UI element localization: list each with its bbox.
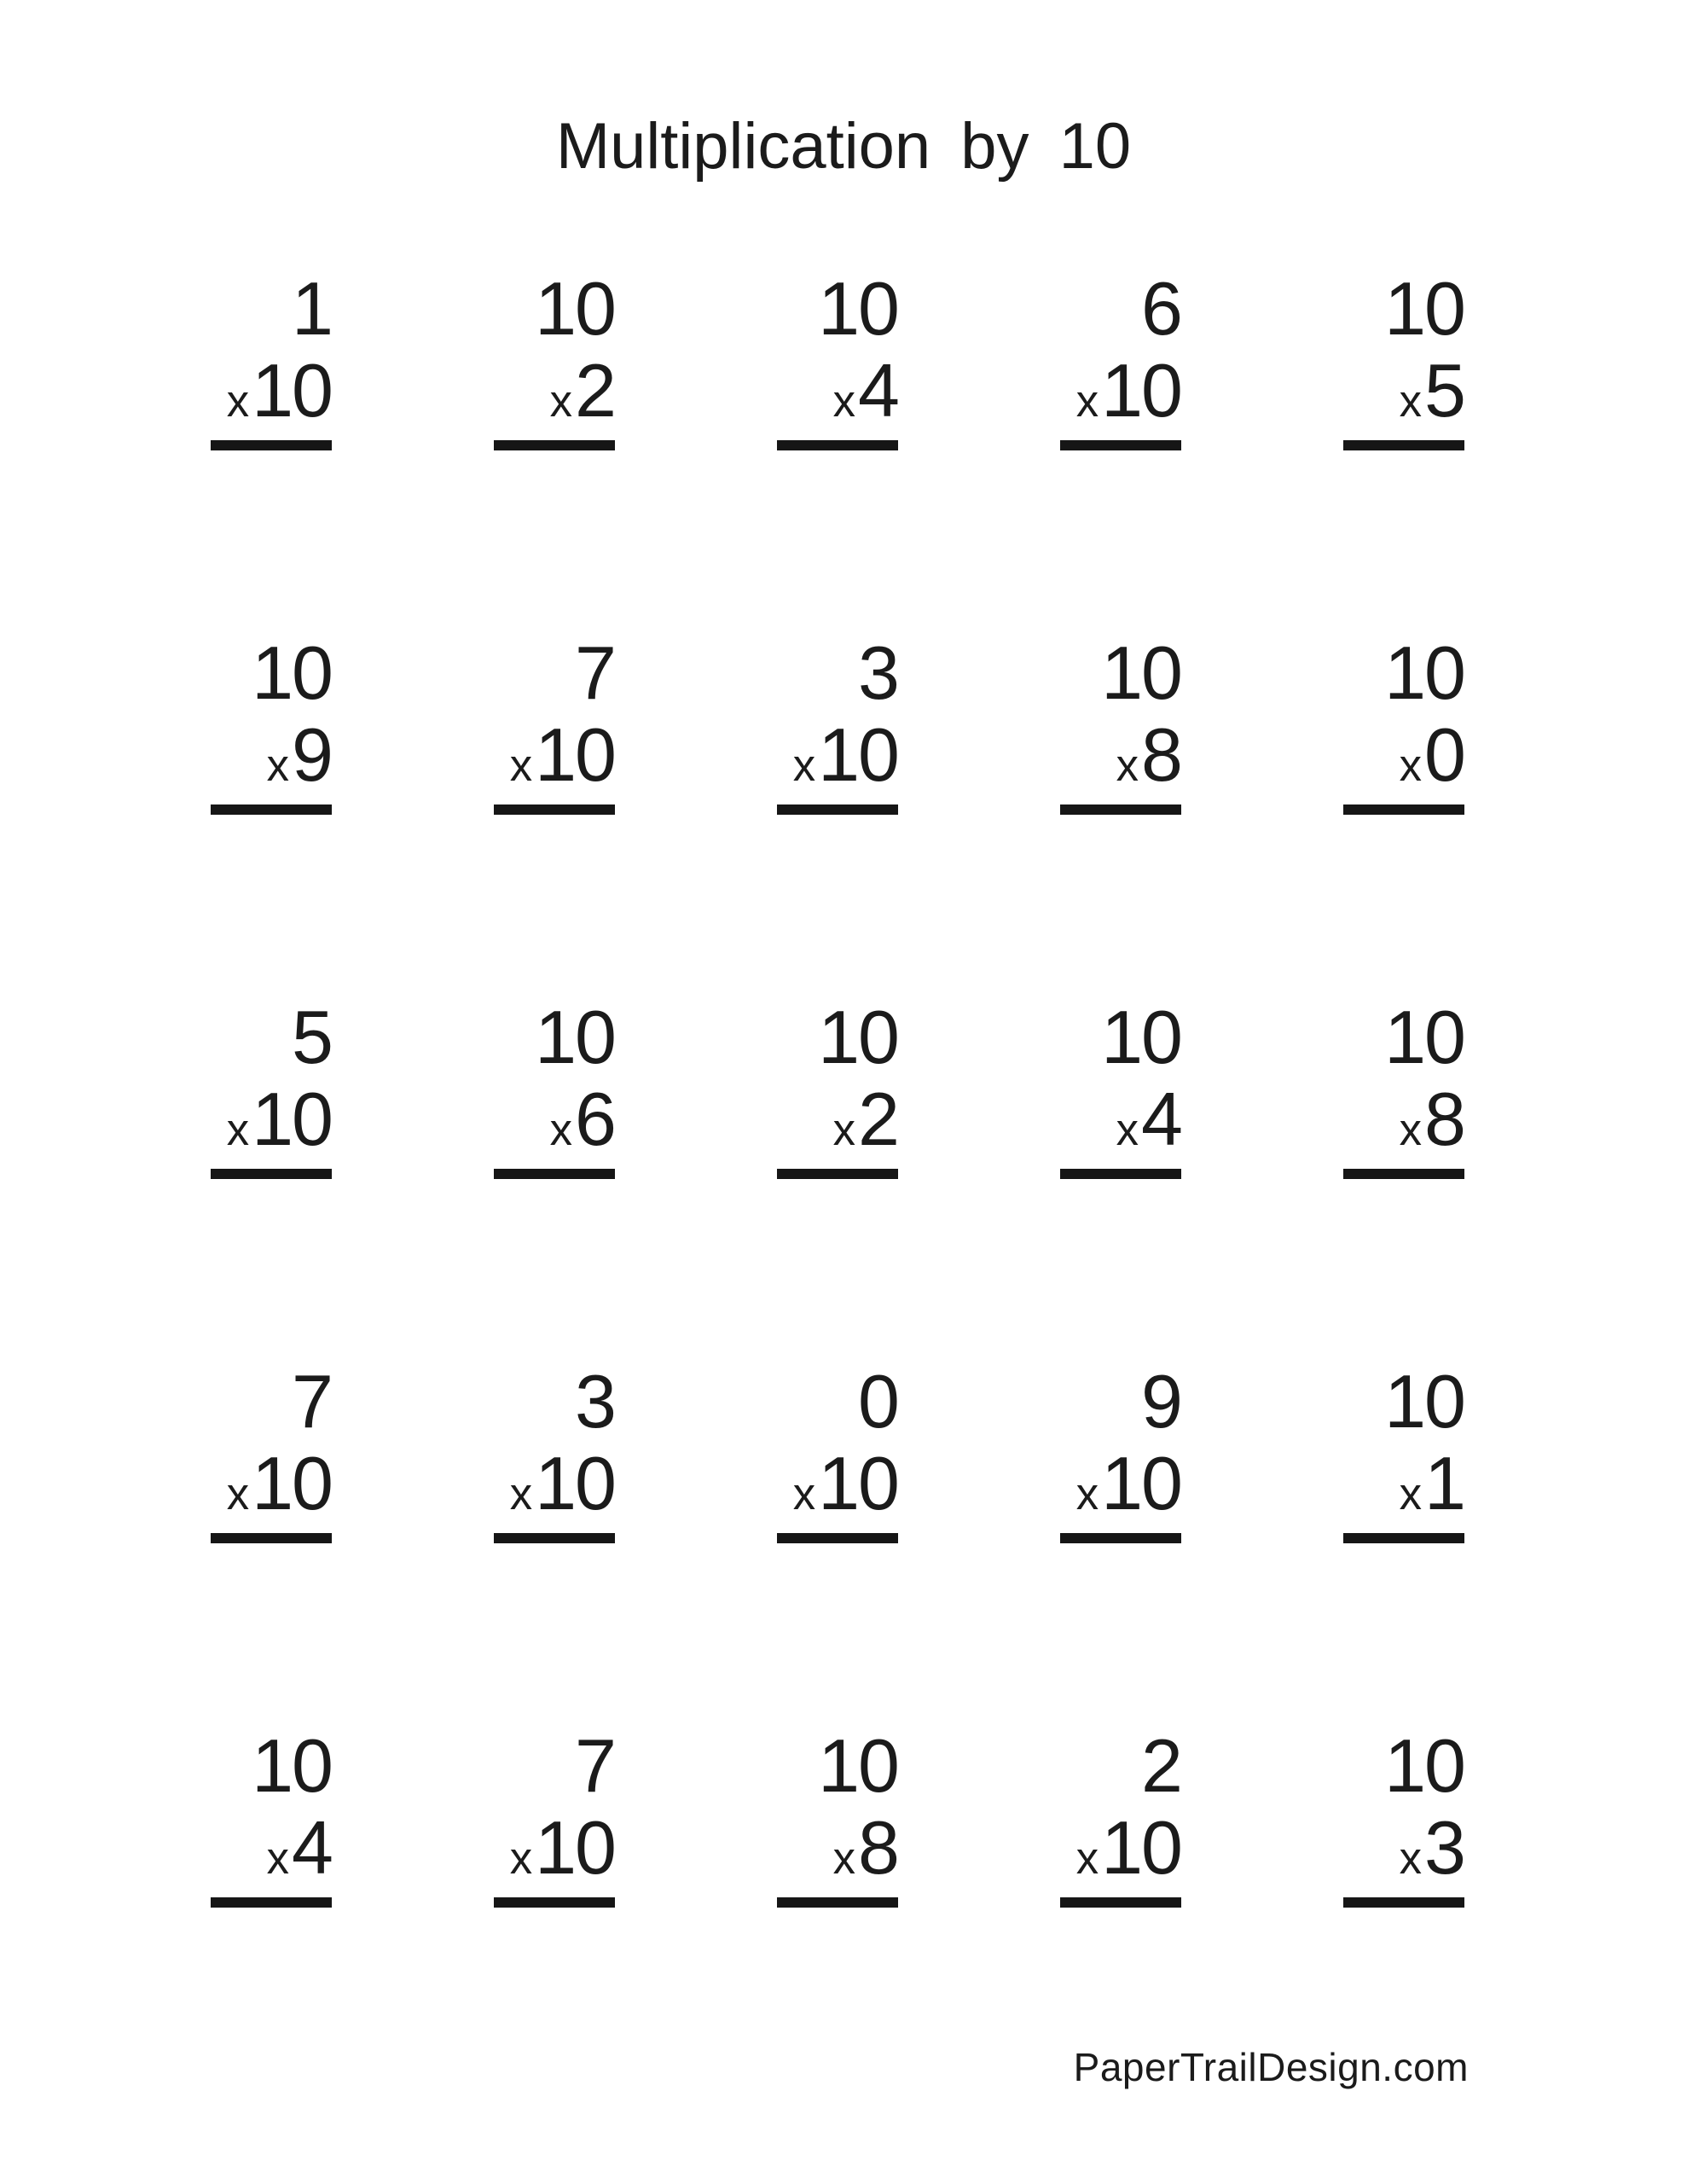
- multiplication-problem: [55, 630, 339, 1000]
- top-operand: 0: [858, 1359, 898, 1443]
- top-operand: 7: [292, 1359, 332, 1443]
- top-operand: 10: [535, 266, 615, 351]
- multiplication-problem: [905, 1723, 1188, 2093]
- bottom-operand-row: [549, 348, 615, 433]
- bottom-operand-row: [549, 1077, 615, 1161]
- answer-line: [494, 1169, 615, 1179]
- answer-line: [777, 1897, 898, 1908]
- multiplication-problem: [905, 995, 1188, 1364]
- bottom-operand-row: [226, 1441, 332, 1525]
- multiplication-problem: [55, 266, 339, 636]
- answer-line: [777, 1533, 898, 1543]
- bottom-operand-row: [832, 1805, 898, 1890]
- bottom-operand: 10: [535, 712, 615, 797]
- answer-line: [494, 440, 615, 450]
- multiply-sign: x: [1075, 1469, 1098, 1520]
- top-operand: 10: [818, 995, 898, 1079]
- bottom-operand: 0: [1424, 712, 1464, 797]
- multiply-sign: x: [832, 1105, 855, 1156]
- multiplication-problem: [55, 1723, 339, 2093]
- multiply-sign: x: [792, 741, 815, 792]
- answer-line: [211, 1897, 332, 1908]
- top-operand: 7: [575, 630, 615, 715]
- problems-grid: [55, 266, 1471, 2093]
- multiply-sign: x: [266, 1833, 288, 1885]
- top-operand: 10: [818, 266, 898, 351]
- bottom-operand: 9: [292, 712, 332, 797]
- answer-line: [494, 1533, 615, 1543]
- top-operand: 10: [1384, 1723, 1464, 1808]
- bottom-operand: 2: [858, 1077, 898, 1161]
- multiply-sign: x: [549, 1105, 571, 1156]
- multiplication-problem: [622, 1359, 905, 1728]
- bottom-operand: 4: [292, 1805, 332, 1890]
- top-operand: 7: [575, 1723, 615, 1808]
- answer-line: [1343, 1169, 1464, 1179]
- multiply-sign: x: [509, 1469, 531, 1520]
- answer-line: [777, 804, 898, 815]
- top-operand: 10: [1384, 1359, 1464, 1443]
- bottom-operand-row: [792, 1441, 898, 1525]
- multiplication-problem: [339, 630, 622, 1000]
- answer-line: [1060, 804, 1181, 815]
- bottom-operand-row: [832, 348, 898, 433]
- bottom-operand-row: [1399, 1441, 1464, 1525]
- multiply-sign: x: [832, 376, 855, 427]
- bottom-operand: 10: [252, 348, 332, 433]
- answer-line: [1060, 1533, 1181, 1543]
- bottom-operand: 3: [1424, 1805, 1464, 1890]
- top-operand: 10: [1384, 266, 1464, 351]
- answer-line: [1060, 1897, 1181, 1908]
- multiply-sign: x: [1399, 1833, 1421, 1885]
- multiply-sign: x: [832, 1833, 855, 1885]
- answer-line: [1060, 1169, 1181, 1179]
- top-operand: 10: [818, 1723, 898, 1808]
- answer-line: [1343, 804, 1464, 815]
- answer-line: [211, 1533, 332, 1543]
- multiply-sign: x: [266, 741, 288, 792]
- bottom-operand-row: [1116, 1077, 1181, 1161]
- bottom-operand: 10: [252, 1077, 332, 1161]
- bottom-operand-row: [1399, 1077, 1464, 1161]
- answer-line: [211, 1169, 332, 1179]
- multiply-sign: x: [1075, 376, 1098, 427]
- answer-line: [1343, 1897, 1464, 1908]
- bottom-operand-row: [509, 712, 615, 797]
- bottom-operand-row: [226, 348, 332, 433]
- bottom-operand: 4: [1141, 1077, 1181, 1161]
- top-operand: 10: [1384, 995, 1464, 1079]
- bottom-operand-row: [266, 1805, 332, 1890]
- top-operand: 10: [1384, 630, 1464, 715]
- top-operand: 10: [252, 1723, 332, 1808]
- bottom-operand: 8: [1141, 712, 1181, 797]
- answer-line: [1343, 440, 1464, 450]
- multiply-sign: x: [509, 741, 531, 792]
- multiplication-problem: [905, 630, 1188, 1000]
- bottom-operand-row: [1116, 712, 1181, 797]
- top-operand: 10: [535, 995, 615, 1079]
- multiplication-problem: [55, 995, 339, 1364]
- multiplication-problem: [622, 1723, 905, 2093]
- multiplication-problem: [622, 630, 905, 1000]
- bottom-operand: 10: [1101, 1805, 1181, 1890]
- bottom-operand: 8: [1424, 1077, 1464, 1161]
- multiply-sign: x: [1116, 1105, 1138, 1156]
- answer-line: [1343, 1533, 1464, 1543]
- multiplication-problem: [1188, 630, 1471, 1000]
- multiplication-problem: [1188, 266, 1471, 636]
- multiply-sign: x: [1399, 1105, 1421, 1156]
- multiply-sign: x: [1075, 1833, 1098, 1885]
- multiplication-problem: [905, 266, 1188, 636]
- multiply-sign: x: [226, 376, 248, 427]
- bottom-operand: 10: [535, 1805, 615, 1890]
- answer-line: [777, 440, 898, 450]
- bottom-operand-row: [1075, 1805, 1181, 1890]
- answer-line: [1060, 440, 1181, 450]
- top-operand: 10: [1101, 995, 1181, 1079]
- bottom-operand-row: [1075, 348, 1181, 433]
- multiply-sign: x: [1399, 741, 1421, 792]
- multiply-sign: x: [1399, 376, 1421, 427]
- bottom-operand: 6: [575, 1077, 615, 1161]
- top-operand: 9: [1141, 1359, 1181, 1443]
- multiplication-problem: [339, 1359, 622, 1728]
- bottom-operand-row: [1399, 348, 1464, 433]
- bottom-operand: 2: [575, 348, 615, 433]
- top-operand: 3: [575, 1359, 615, 1443]
- multiply-sign: x: [1399, 1469, 1421, 1520]
- bottom-operand-row: [226, 1077, 332, 1161]
- multiplication-problem: [1188, 995, 1471, 1364]
- bottom-operand: 10: [1101, 1441, 1181, 1525]
- bottom-operand-row: [266, 712, 332, 797]
- top-operand: 10: [1101, 630, 1181, 715]
- bottom-operand-row: [1399, 1805, 1464, 1890]
- bottom-operand: 10: [252, 1441, 332, 1525]
- multiply-sign: x: [1116, 741, 1138, 792]
- bottom-operand: 10: [535, 1441, 615, 1525]
- multiplication-problem: [339, 995, 622, 1364]
- multiplication-problem: [339, 266, 622, 636]
- bottom-operand-row: [1399, 712, 1464, 797]
- multiplication-problem: [55, 1359, 339, 1728]
- bottom-operand: 1: [1424, 1441, 1464, 1525]
- bottom-operand: 5: [1424, 348, 1464, 433]
- bottom-operand: 8: [858, 1805, 898, 1890]
- multiplication-problem: [1188, 1359, 1471, 1728]
- multiply-sign: x: [792, 1469, 815, 1520]
- top-operand: 6: [1141, 266, 1181, 351]
- bottom-operand: 10: [818, 712, 898, 797]
- page-title: Multiplication by 10: [555, 110, 1132, 183]
- bottom-operand: 4: [858, 348, 898, 433]
- answer-line: [211, 440, 332, 450]
- top-operand: 5: [292, 995, 332, 1079]
- multiplication-problem: [1188, 1723, 1471, 2093]
- bottom-operand: 10: [1101, 348, 1181, 433]
- footer-credit: PaperTrailDesign.com: [1073, 2045, 1469, 2089]
- multiplication-problem: [905, 1359, 1188, 1728]
- top-operand: 10: [252, 630, 332, 715]
- multiply-sign: x: [509, 1833, 531, 1885]
- top-operand: 3: [858, 630, 898, 715]
- bottom-operand-row: [792, 712, 898, 797]
- multiply-sign: x: [226, 1469, 248, 1520]
- multiplication-problem: [622, 995, 905, 1364]
- bottom-operand-row: [509, 1805, 615, 1890]
- multiplication-problem: [622, 266, 905, 636]
- multiply-sign: x: [226, 1105, 248, 1156]
- answer-line: [494, 804, 615, 815]
- answer-line: [777, 1169, 898, 1179]
- bottom-operand-row: [1075, 1441, 1181, 1525]
- bottom-operand-row: [832, 1077, 898, 1161]
- multiply-sign: x: [549, 376, 571, 427]
- answer-line: [494, 1897, 615, 1908]
- bottom-operand: 10: [818, 1441, 898, 1525]
- multiplication-problem: [339, 1723, 622, 2093]
- top-operand: 2: [1141, 1723, 1181, 1808]
- top-operand: 1: [292, 266, 332, 351]
- answer-line: [211, 804, 332, 815]
- bottom-operand-row: [509, 1441, 615, 1525]
